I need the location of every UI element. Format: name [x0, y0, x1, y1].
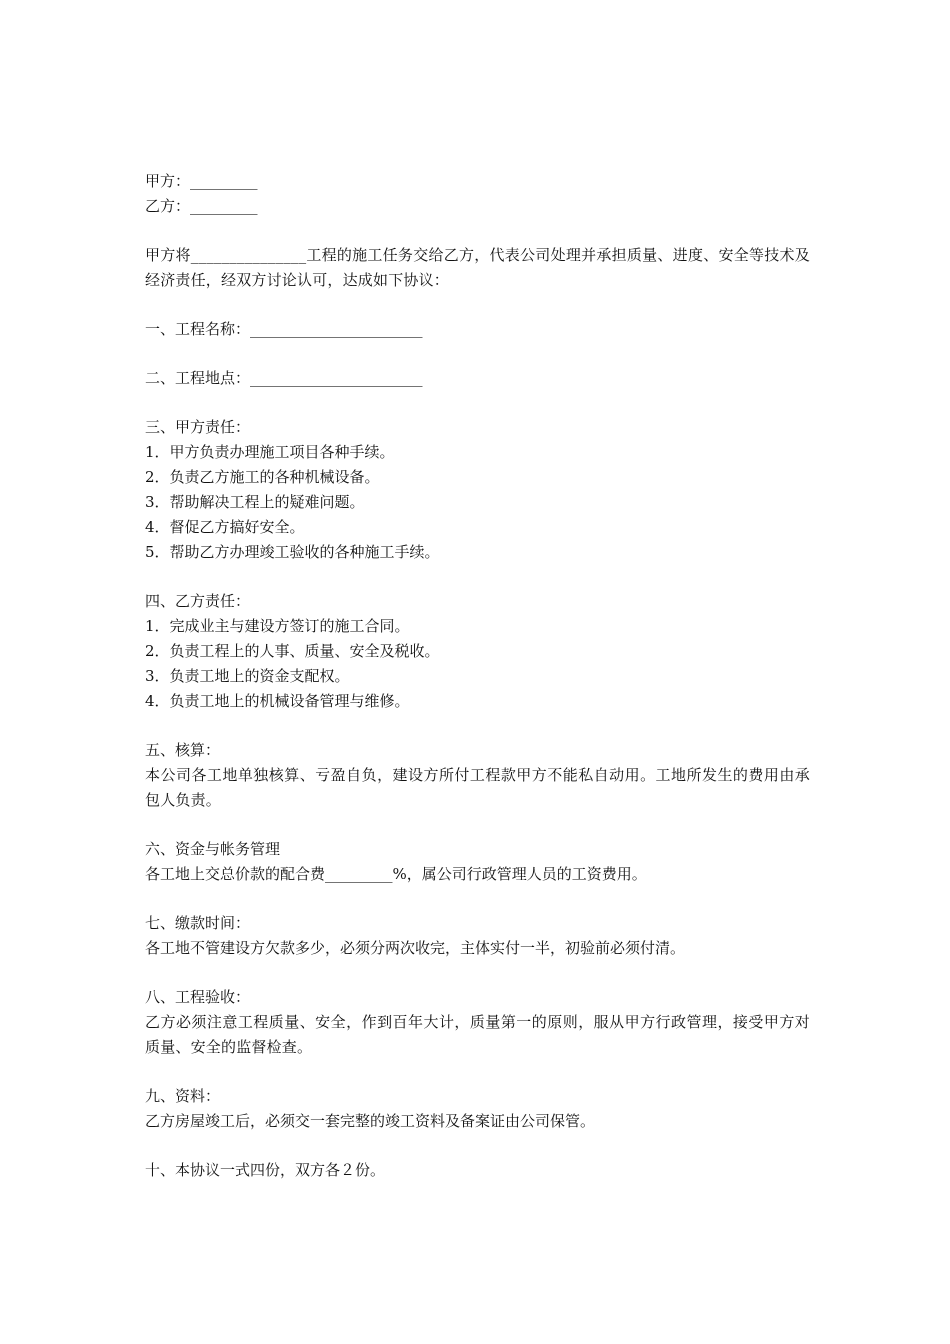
list-item: 1．完成业主与建设方签订的施工合同。 — [145, 617, 410, 635]
acceptance-body: 乙方必须注意工程质量、安全，作到百年大计，质量第一的原则，服从甲方行政管理，接受甲方对质量、安全的监督检查。 — [145, 1013, 810, 1056]
documents-title: 九、资料： — [145, 1087, 221, 1105]
party-b-duties-title: 四、乙方责任： — [145, 592, 251, 610]
payment-time-title: 七、缴款时间： — [145, 914, 251, 932]
funds-body: 各工地上交总价款的配合费_________%，属公司行政管理人员的工资费用。 — [145, 865, 647, 883]
list-item: 3．帮助解决工程上的疑难问题。 — [145, 493, 365, 511]
list-item: 2．负责工程上的人事、质量、安全及税收。 — [145, 642, 440, 660]
party-a-duties-title: 三、甲方责任： — [145, 418, 251, 436]
party-a-line: 甲方：_________ — [145, 172, 258, 190]
agreement-document — [145, 169, 810, 1183]
party-b-line: 乙方：_________ — [145, 197, 258, 215]
list-item: 4．督促乙方搞好安全。 — [145, 518, 305, 536]
accounting-title: 五、核算： — [145, 741, 221, 759]
list-item: 1．甲方负责办理施工项目各种手续。 — [145, 443, 395, 461]
project-name-line: 一、工程名称：_______________________ — [145, 320, 423, 338]
list-item: 3．负责工地上的资金支配权。 — [145, 667, 350, 685]
intro-paragraph: 甲方将_______________工程的施工任务交给乙方，代表公司处理并承担质量、进度、安全等技术及经济责任，经双方讨论认可，达成如下协议： — [145, 246, 810, 289]
documents-body: 乙方房屋竣工后，必须交一套完整的竣工资料及备案证由公司保管。 — [145, 1112, 596, 1130]
acceptance-title: 八、工程验收： — [145, 988, 251, 1006]
list-item: 5．帮助乙方办理竣工验收的各种施工手续。 — [145, 543, 440, 561]
project-location-line: 二、工程地点：_______________________ — [145, 369, 423, 387]
list-item: 2．负责乙方施工的各种机械设备。 — [145, 468, 380, 486]
list-item: 4．负责工地上的机械设备管理与维修。 — [145, 692, 410, 710]
copies-clause: 十、本协议一式四份，双方各２份。 — [145, 1161, 386, 1179]
accounting-body: 本公司各工地单独核算、亏盈自负，建设方所付工程款甲方不能私自动用。工地所发生的费用由承包人负责。 — [145, 766, 810, 809]
funds-title: 六、资金与帐务管理 — [145, 840, 281, 858]
payment-time-body: 各工地不管建设方欠款多少，必须分两次收完，主体实付一半，初验前必须付清。 — [145, 939, 686, 957]
